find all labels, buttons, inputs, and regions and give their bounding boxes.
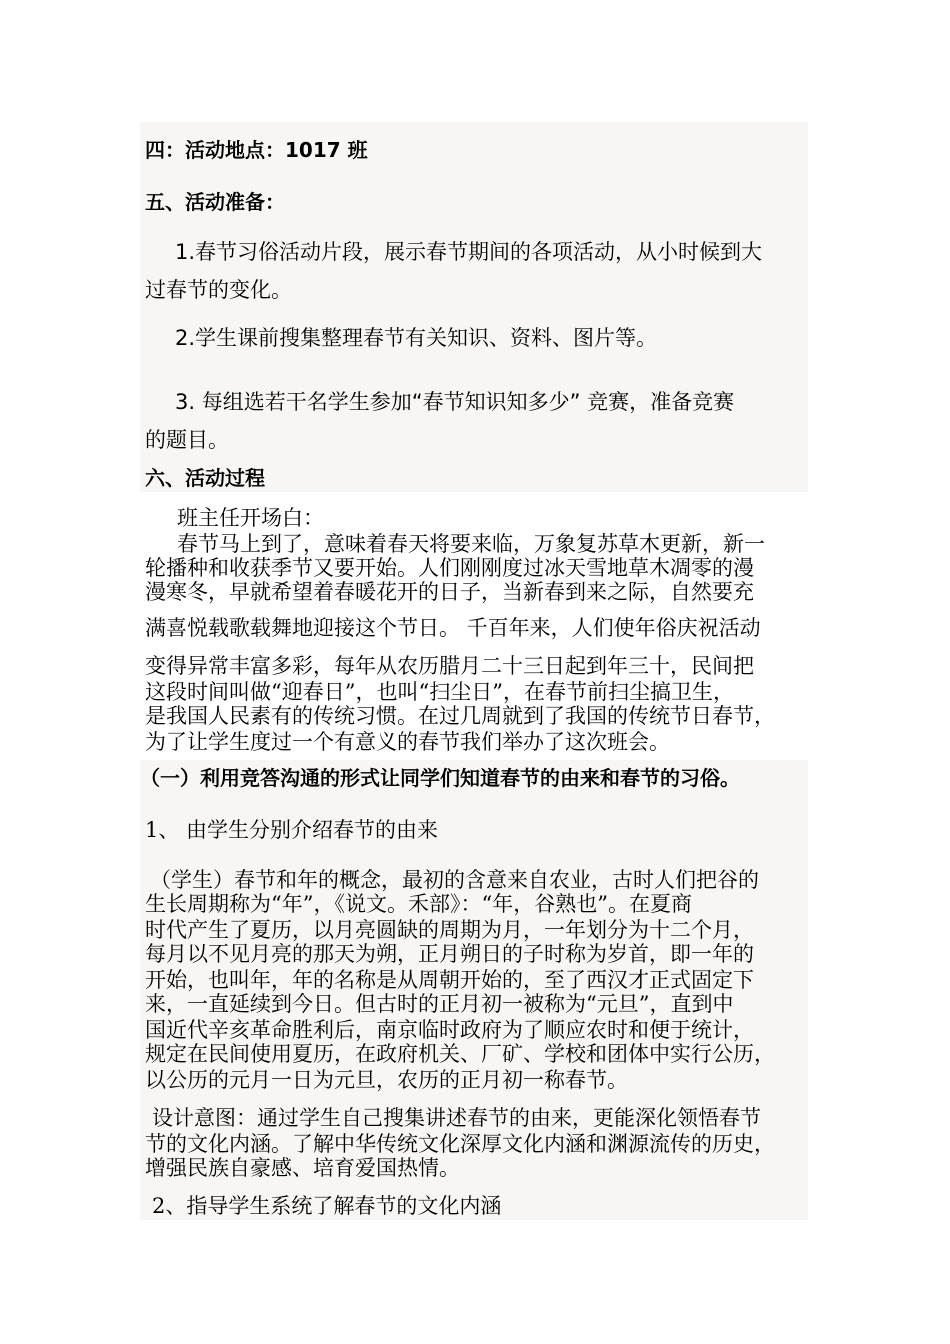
opening-line: 为了让学生度过一个有意义的春节我们举办了这次班会。 — [145, 730, 670, 754]
opening-line: 轮播种和收获季节又要开始。人们刚刚度过冰天雪地草木凋零的漫 — [145, 556, 754, 580]
opening-line: 春节马上到了，意味着春天将要来临，万象复苏草木更新，新一 — [177, 532, 765, 556]
opening-line: 满喜悦载歌载舞地迎接这个节日。 千百年来，人们使年俗庆祝活动 — [145, 616, 761, 640]
student-line: 开始，也叫年，年的名称是从周朝开始的，至了西汉才正式固定下 — [145, 968, 754, 992]
section-4-heading: 四：活动地点：1017 班 — [145, 138, 368, 162]
item-1-heading: 1、 由学生分别介绍春节的由来 — [145, 818, 439, 842]
student-line: 国近代辛亥革命胜利后，南京临时政府为了顺应农时和便于统计， — [145, 1018, 754, 1042]
opening-line: 是我国人民素有的传统习惯。在过几周就到了我国的传统节日春节， — [145, 704, 775, 728]
student-line: 生长周期称为“年”，《说文。禾部》：“年，谷熟也”。在夏商 — [145, 892, 692, 916]
student-line: 来，一直延续到今日。但古时的正月初一被称为“元旦”，直到中 — [145, 992, 734, 1016]
student-line: （学生）春节和年的概念，最初的含意来自农业，古时人们把谷的 — [150, 868, 759, 892]
part-1-heading: （一）利用竞答沟通的形式让同学们知道春节的由来和春节的习俗。 — [140, 766, 740, 790]
item-2-heading: 2、指导学生系统了解春节的文化内涵 — [152, 1194, 502, 1218]
section-6-heading: 六、活动过程 — [145, 466, 265, 490]
opening-line: 变得异常丰富多彩，每年从农历腊月二十三日起到年三十，民间把 — [145, 654, 754, 678]
student-line: 每月以不见月亮的那天为朔，正月朔日的子时称为岁首，即一年的 — [145, 942, 754, 966]
prep-line: 2.学生课前搜集整理春节有关知识、资料、图片等。 — [175, 326, 658, 350]
design-intent-line: 节的文化内涵。了解中华传统文化深厚文化内涵和渊源流传的历史， — [145, 1132, 775, 1156]
opening-line: 漫寒冬，早就希望着春暖花开的日子，当新春到来之际，自然要充 — [145, 580, 754, 604]
prep-line: 的题目。 — [145, 428, 229, 452]
design-intent-line: 增强民族自豪感、培育爱国热情。 — [145, 1156, 460, 1180]
prep-line: 3. 每组选若干名学生参加“春节知识知多少” 竞赛，准备竞赛 — [175, 390, 735, 414]
shaded-block-top — [140, 122, 808, 492]
student-line: 时代产生了夏历，以月亮圆缺的周期为月，一年划分为十二个月， — [145, 918, 754, 942]
prep-line: 1.春节习俗活动片段，展示春节期间的各项活动，从小时候到大 — [175, 240, 763, 264]
design-intent-line: 设计意图：通过学生自己搜集讲述春节的由来，更能深化领悟春节 — [152, 1106, 761, 1130]
student-line: 以公历的元月一日为元旦，农历的正月初一称春节。 — [145, 1068, 628, 1092]
prep-line: 过春节的变化。 — [145, 278, 292, 302]
opening-line: 这段时间叫做“迎春日”，也叫“扫尘日”，在春节前扫尘搞卫生， — [145, 680, 734, 704]
opening-line: 班主任开场白： — [177, 506, 324, 530]
student-line: 规定在民间使用夏历，在政府机关、厂矿、学校和团体中实行公历， — [145, 1042, 775, 1066]
section-5-heading: 五、活动准备： — [145, 190, 285, 214]
